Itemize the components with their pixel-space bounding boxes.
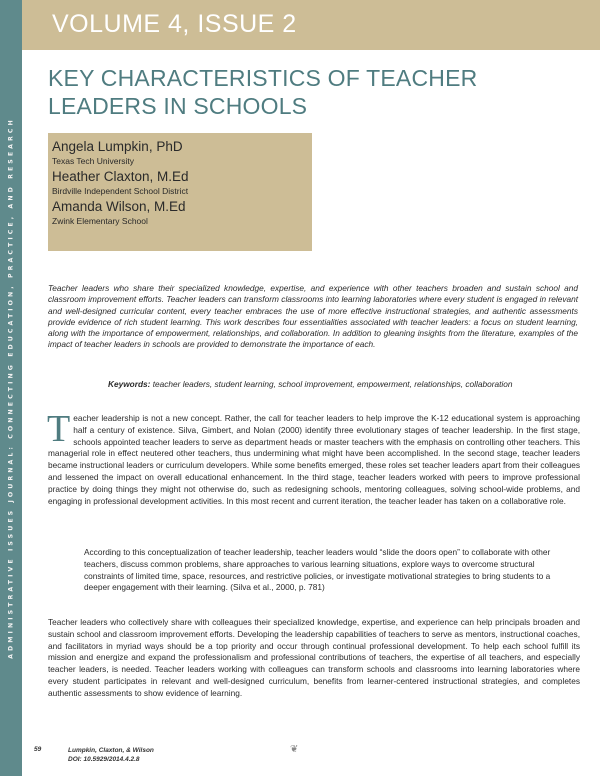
volume-issue: VOLUME 4, ISSUE 2 [52,10,297,38]
author-box [48,133,312,251]
author-affiliation: Birdville Independent School District [52,186,189,196]
paragraph-1-text: eacher leadership is not a new concept. Rather, the call for teacher leaders to help improve the K-12 educational system is approaching half a century of existence. Silva, Gimbert, and Nolan (2000) identify three evolutionary stages of teacher leadership. In the first stage, schools appointed teacher leaders to serve as department heads or master teachers with the emphasis on controlling other teachers. This managerial role in effect neutered other teachers, thus undermining what might have been accomplished. In the second stage, teacher leaders became instructional leaders or curriculum developers. While some benefits emerged, these roles set teacher leaders apart from their colleagues and lessened the impact on overall educational enhancement. In the third stage, teacher leaders worked with peers to improve professional practice by doing things they might not otherwise do, such as redesigning schools, mentoring colleagues, solving school-wide problems, and engaging in professional development activities. In this most recent and current iteration, the teacher leader has taken on a collaborative role. [48,413,580,506]
author-name: Angela Lumpkin, PhD [52,139,183,154]
keywords [108,379,578,390]
author-affiliation: Zwink Elementary School [52,216,148,226]
footer-citation [68,746,154,764]
keywords-list: teacher leaders, student learning, school improvement, empowerment, relationships, collaboration [152,379,513,389]
body-paragraph-1 [47,408,580,507]
body-paragraph-2: Teacher leaders who collectively share with colleagues their specialized knowledge, expertise, and experience can help principals broaden and sustain school and classroom improvement efforts. Developing the leadership capabilities of teachers to serve as mentors, instructional coaches, and facilitators in myriad ways should be a top priority and occur through continual professional development. To help each school fulfill its mission and energize and expand the professionalism and professional contributions of teachers, the expertise of all teachers, and especially teacher leaders, is needed. Teacher leaders working with colleagues can transform schools and classrooms into learning laboratories where every student participates in relevant and well-designed curriculum, benefits from learner-centered instructional strategies, and completes authentic assessments to show evidence of learning. [48,617,580,698]
author-name: Amanda Wilson, M.Ed [52,199,186,214]
fleuron-icon: ❦ [290,744,299,755]
abstract: Teacher leaders who share their specialized knowledge, expertise, and experience with other teachers broaden and sustain school and classroom improvement efforts. Teacher leaders can transform classrooms into learning laboratories where every student is engaged in relevant and well-designed curricular content, every teacher embraces the use of more effective instructional strategies, and authentic assessments provide evidence of rich student learning. This work describes four essentialities associated with teacher leaders: a focus on student learning, along with the importance of empowerment, relationships, and collaboration. In addition to gleaning insights from the literature, examples of the impact of teacher leaders in schools are provided to demonstrate the importance of each. [48,283,578,350]
journal-side-title: ADMINISTRATIVE ISSUES JOURNAL: CONNECTING EDUCATION, PRACTICE, AND RESEARCH [7,117,15,659]
article-title: KEY CHARACTERISTICS OF TEACHER LEADERS IN SCHOOLS [48,65,478,119]
footer-doi: DOI: 10.5929/2014.4.2.8 [68,756,140,763]
block-quote: According to this conceptualization of teacher leadership, teacher leaders would “slide the doors open” to collaborate with other teachers, discuss common problems, share approaches to various learning situations, explore ways to overcome structural constraints of limited time, space, resources, and restrictive policies, or investigate motivational strategies to bring students to a deeper engagement with their learning. (Silva et al., 2000, p. 781) [84,547,551,593]
drop-cap: T [47,408,71,450]
keywords-label: Keywords: [108,379,151,389]
footer-authors: Lumpkin, Claxton, & Wilson [68,747,154,754]
side-band [0,0,22,776]
page-number: 59 [34,746,42,753]
author-affiliation: Texas Tech University [52,156,135,166]
author-name: Heather Claxton, M.Ed [52,169,189,184]
